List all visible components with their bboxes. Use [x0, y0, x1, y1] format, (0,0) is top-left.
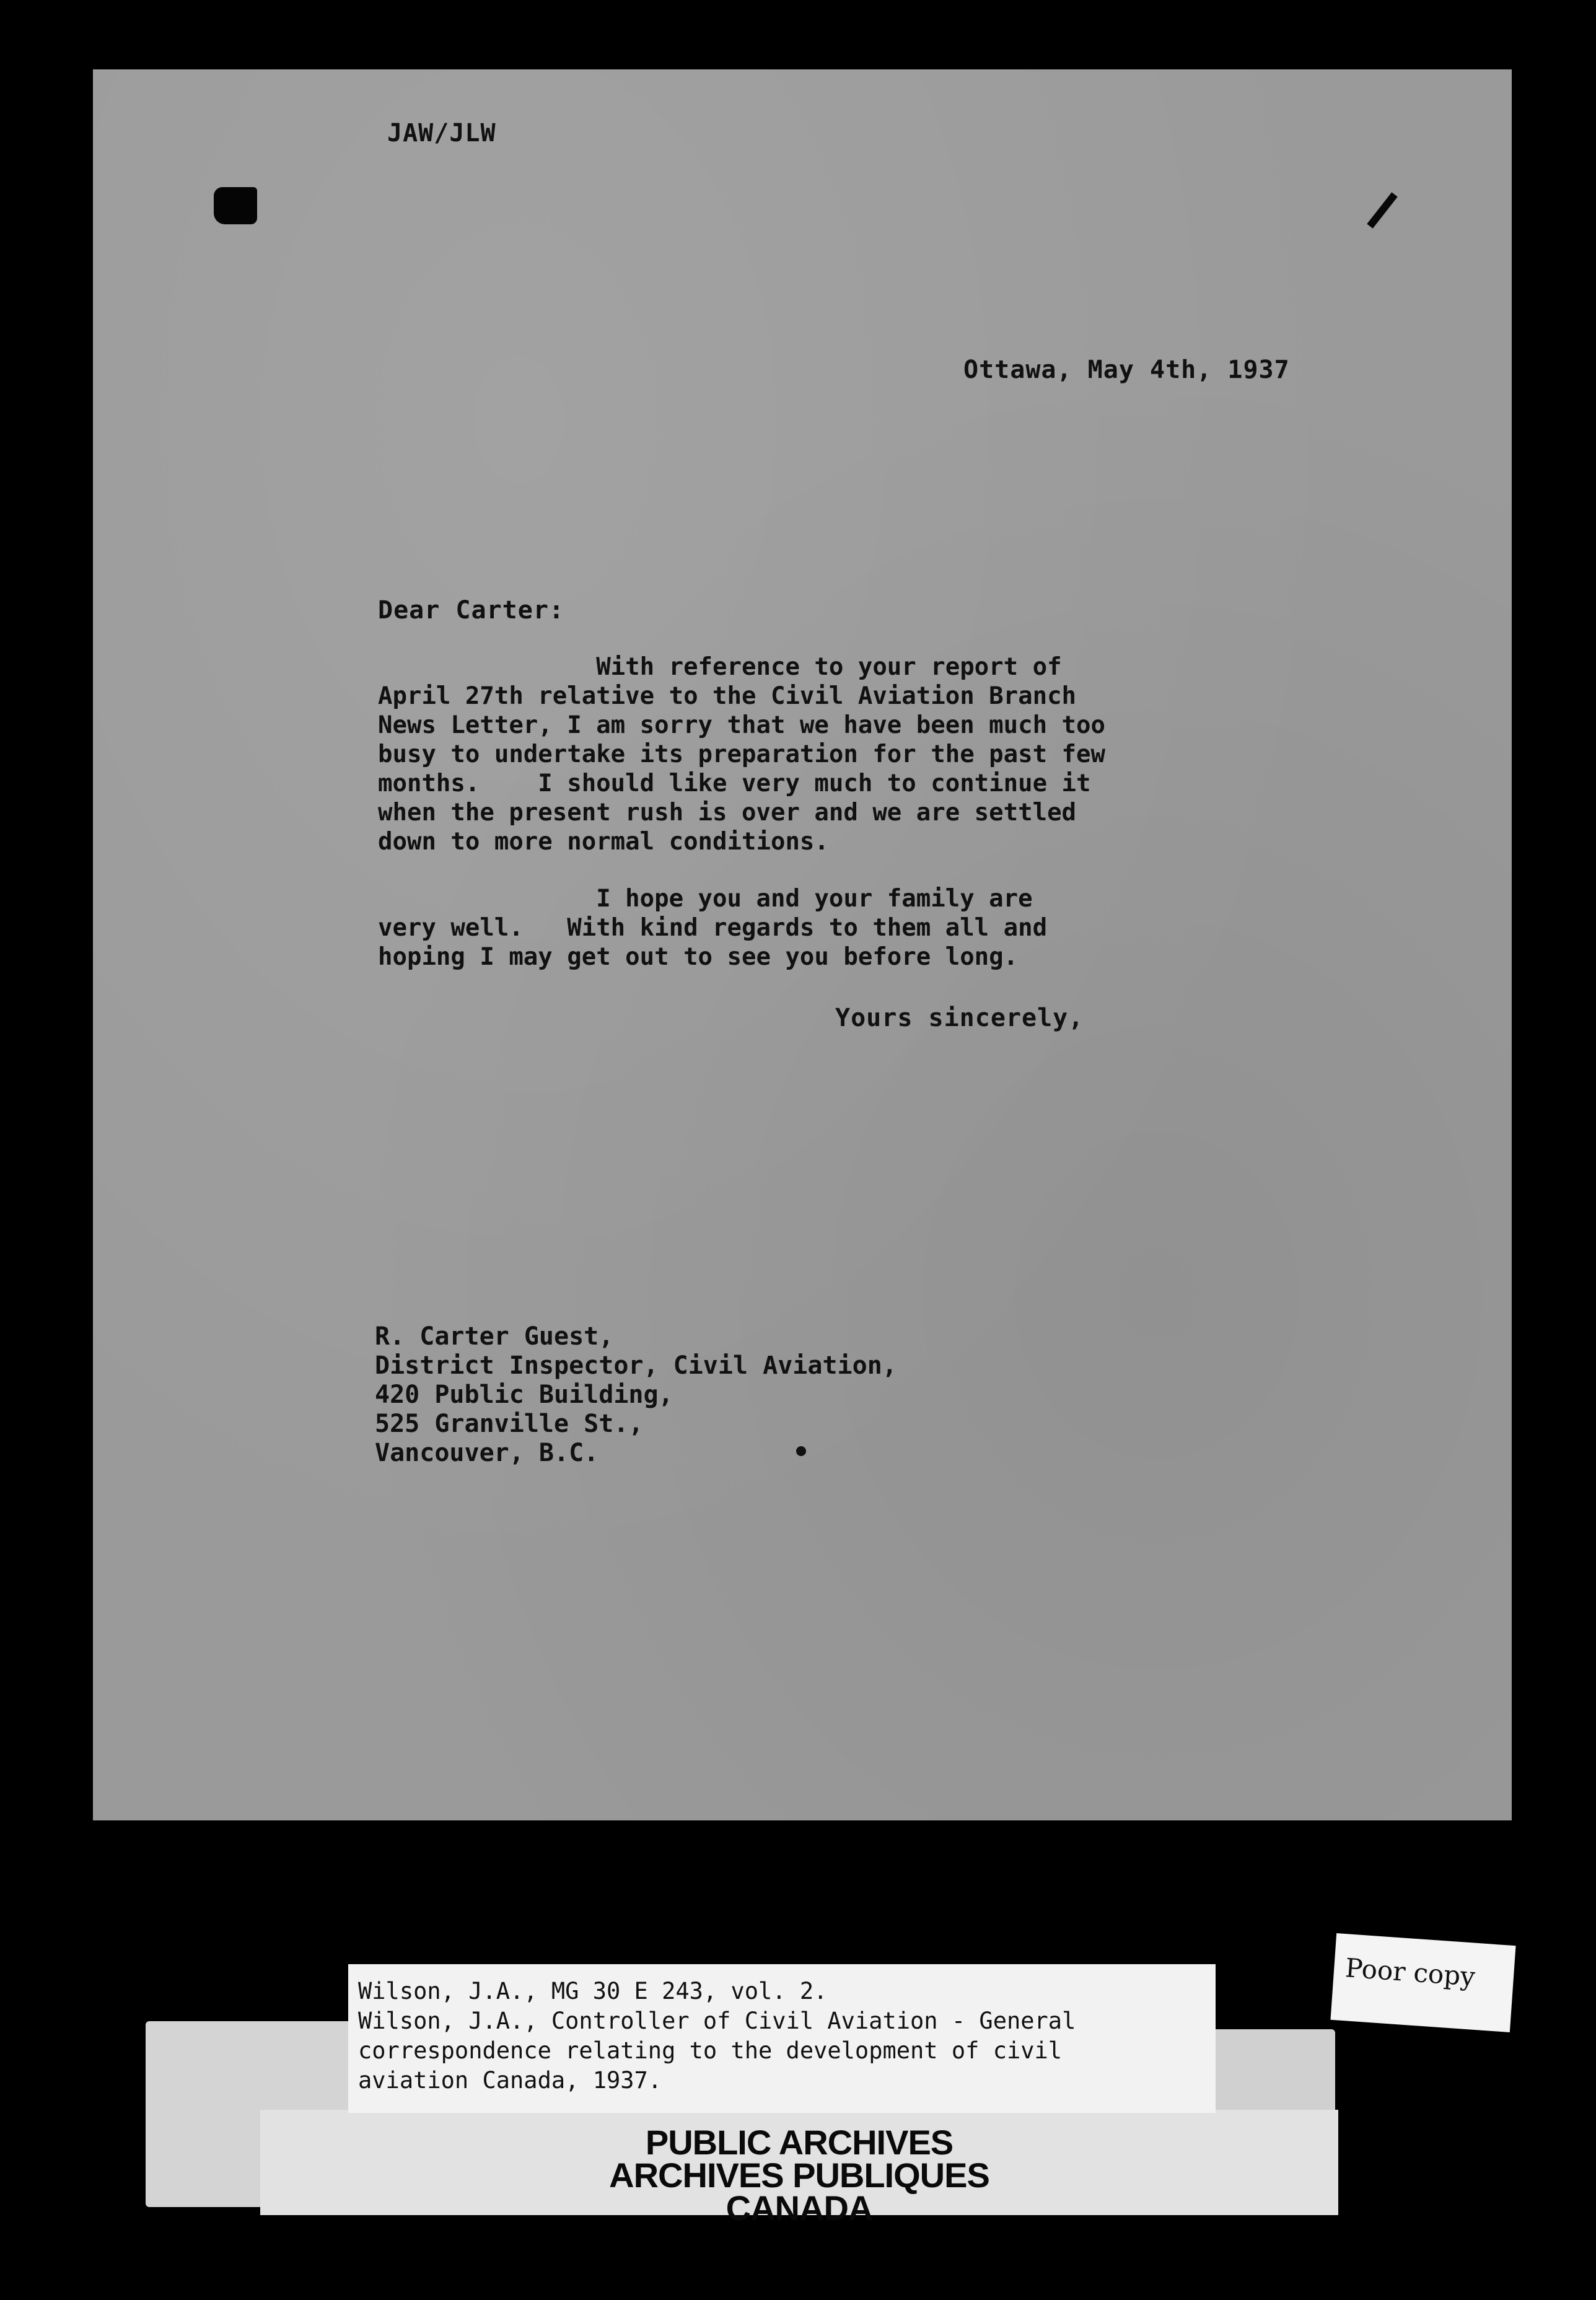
- archive-slip-line: aviation Canada, 1937.: [358, 2067, 662, 2094]
- address-line: District Inspector, Civil Aviation,: [375, 1351, 897, 1380]
- paragraph1-line: April 27th relative to the Civil Aviation Branch: [378, 682, 1077, 710]
- archive-name-en: PUBLIC ARCHIVES: [645, 2123, 954, 2162]
- archive-name-fr: ARCHIVES PUBLIQUES: [609, 2156, 989, 2195]
- paragraph1-line: when the present rush is over and we are settled: [378, 799, 1077, 827]
- paragraph2-line: very well. With kind regards to them all and: [378, 914, 1048, 942]
- letter-page: [93, 69, 1512, 1820]
- archive-slip-line: Wilson, J.A., MG 30 E 243, vol. 2.: [358, 1978, 828, 2004]
- paragraph1-line: down to more normal conditions.: [378, 828, 829, 856]
- address-line: R. Carter Guest,: [375, 1322, 614, 1351]
- paragraph2-line: hoping I may get out to see you before long.: [378, 943, 1019, 971]
- paragraph2-line: I hope you and your family are: [378, 885, 1033, 913]
- poor-copy-note: Poor copy: [1330, 1933, 1515, 2032]
- address-line: 525 Granville St.,: [375, 1410, 644, 1438]
- archive-slip-line: correspondence relating to the development of civil: [358, 2037, 1063, 2064]
- pencil-mark: [1367, 192, 1397, 229]
- address-line: Vancouver, B.C.: [375, 1439, 599, 1467]
- paragraph1-line: busy to undertake its preparation for the past few: [378, 740, 1105, 768]
- ink-dot: [796, 1446, 806, 1456]
- archive-country: CANADA: [726, 2188, 873, 2228]
- letter-date: Ottawa, May 4th, 1937: [963, 356, 1290, 384]
- paragraph1-line: News Letter, I am sorry that we have been much too: [378, 711, 1105, 739]
- address-line: 420 Public Building,: [375, 1380, 673, 1409]
- paragraph1-line: months. I should like very much to continue it: [378, 770, 1091, 797]
- archive-slip-line: Wilson, J.A., Controller of Civil Aviation - General: [358, 2008, 1076, 2034]
- salutation: Dear Carter:: [378, 596, 564, 625]
- closing: Yours sincerely,: [835, 1004, 1084, 1032]
- reference-initials: JAW/JLW: [387, 119, 496, 147]
- ink-blot: [214, 187, 257, 224]
- paragraph1-line: With reference to your report of: [378, 653, 1062, 681]
